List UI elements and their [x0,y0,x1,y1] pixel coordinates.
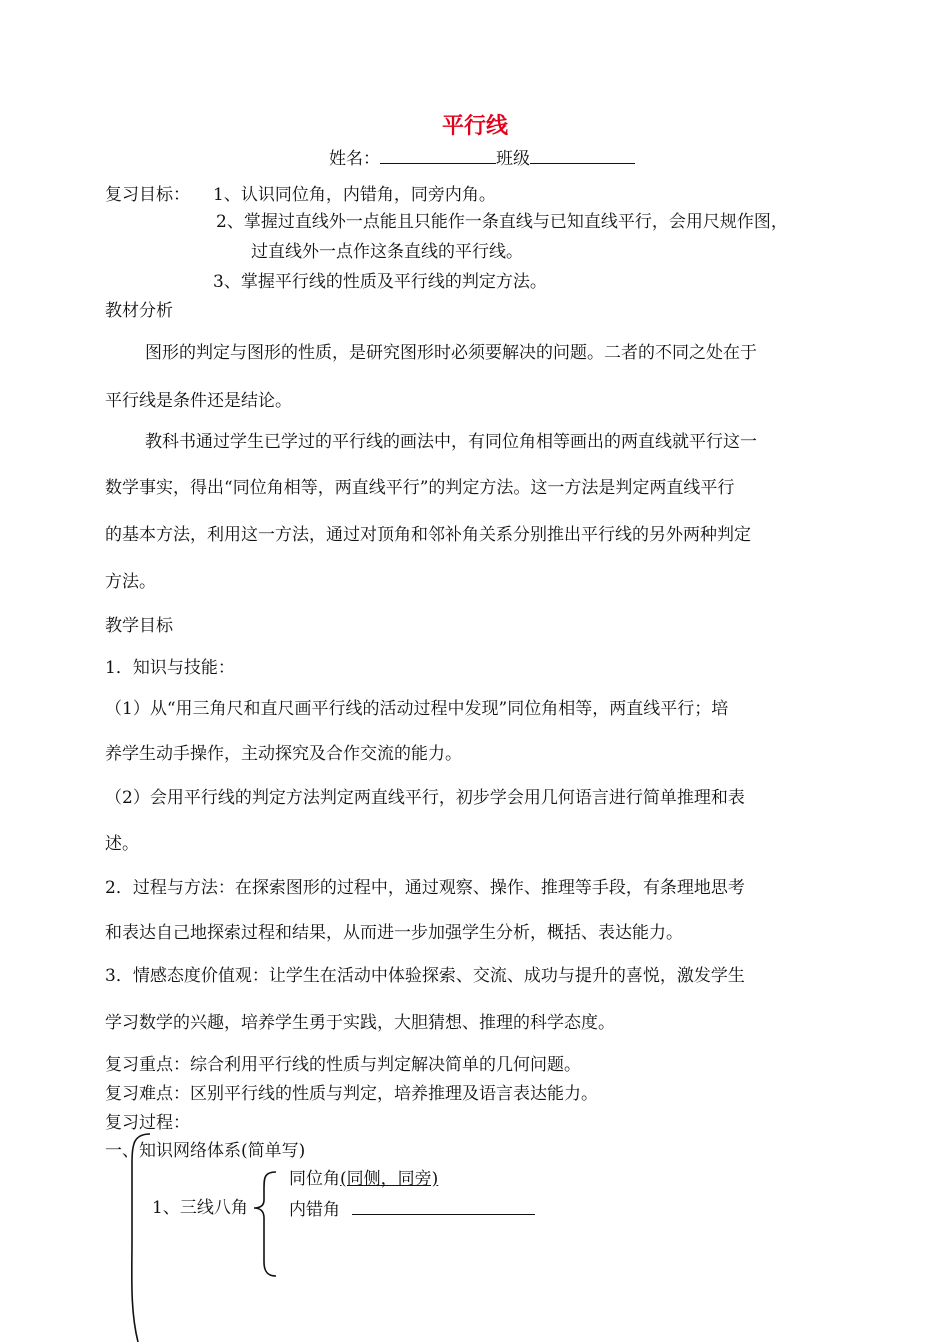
tree-item-2-label: 内错角 [289,1200,340,1220]
review-goal-2a: 2、掌握过直线外一点能且只能作一条直线与已知直线平行，会用尺规作图， [216,212,788,232]
knowledge-2a: （2）会用平行线的判定方法判定两直线平行，初步学会用几何语言进行简单推理和表 [105,788,745,808]
knowledge-heading: 1．知识与技能： [105,658,235,678]
emotion-a: 3．情感态度价值观：让学生在活动中体验探索、交流、成功与提升的喜悦，激发学生 [105,966,745,986]
process-method-a: 2．过程与方法：在探索图形的过程中，通过观察、操作、推理等手段，有条理地思考 [105,878,745,898]
analysis-p2a: 教科书通过学生已学过的平行线的画法中，有同位角相等画出的两直线就平行这一 [145,432,757,452]
analysis-p1b: 平行线是条件还是结论。 [105,391,292,411]
key-point: 复习重点：综合利用平行线的性质与判定解决简单的几何问题。 [105,1055,581,1075]
tree-item-1-note: (同侧，同旁) [340,1169,439,1189]
knowledge-1a: （1）从“用三角尺和直尺画平行线的活动过程中发现”同位角相等，两直线平行；培 [105,699,729,719]
review-goal-2b: 过直线外一点作这条直线的平行线。 [251,242,523,262]
review-goal-3: 3、掌握平行线的性质及平行线的判定方法。 [213,272,547,292]
analysis-p2c: 的基本方法，利用这一方法，通过对顶角和邻补角关系分别推出平行线的另外两种判定 [105,525,751,545]
process-method-b: 和表达自己地探索过程和结果，从而进一步加强学生分析，概括、表达能力。 [105,923,683,943]
small-brace-icon [254,1172,276,1276]
analysis-heading: 教材分析 [105,301,173,321]
section-1: 一、知识网络体系(简单写) [105,1141,306,1161]
knowledge-2b: 述。 [105,834,139,854]
tree-root: 1、三线八角 [152,1198,248,1218]
name-label: 姓名： [329,149,380,169]
emotion-b: 学习数学的兴趣，培养学生勇于实践，大胆猜想、推理的科学态度。 [105,1013,615,1033]
review-goal-1: 1、认识同位角，内错角，同旁内角。 [213,185,496,205]
large-brace-icon [132,1134,150,1342]
review-goals-label: 复习目标： [105,185,190,205]
process-heading: 复习过程： [105,1113,190,1133]
knowledge-1b: 养学生动手操作，主动探究及合作交流的能力。 [105,744,462,764]
analysis-p2d: 方法。 [105,572,156,592]
teaching-goals-heading: 教学目标 [105,616,173,636]
class-label: 班级 [496,149,530,169]
tree-item-1-label: 同位角 [289,1169,340,1189]
page-title: 平行线 [441,114,508,139]
analysis-p2b: 数学事实，得出“同位角相等，两直线平行”的判定方法。这一方法是判定两直线平行 [105,478,735,498]
difficulty: 复习难点：区别平行线的性质与判定，培养推理及语言表达能力。 [105,1084,598,1104]
analysis-p1a: 图形的判定与图形的性质，是研究图形时必须要解决的问题。二者的不同之处在于 [145,343,757,363]
